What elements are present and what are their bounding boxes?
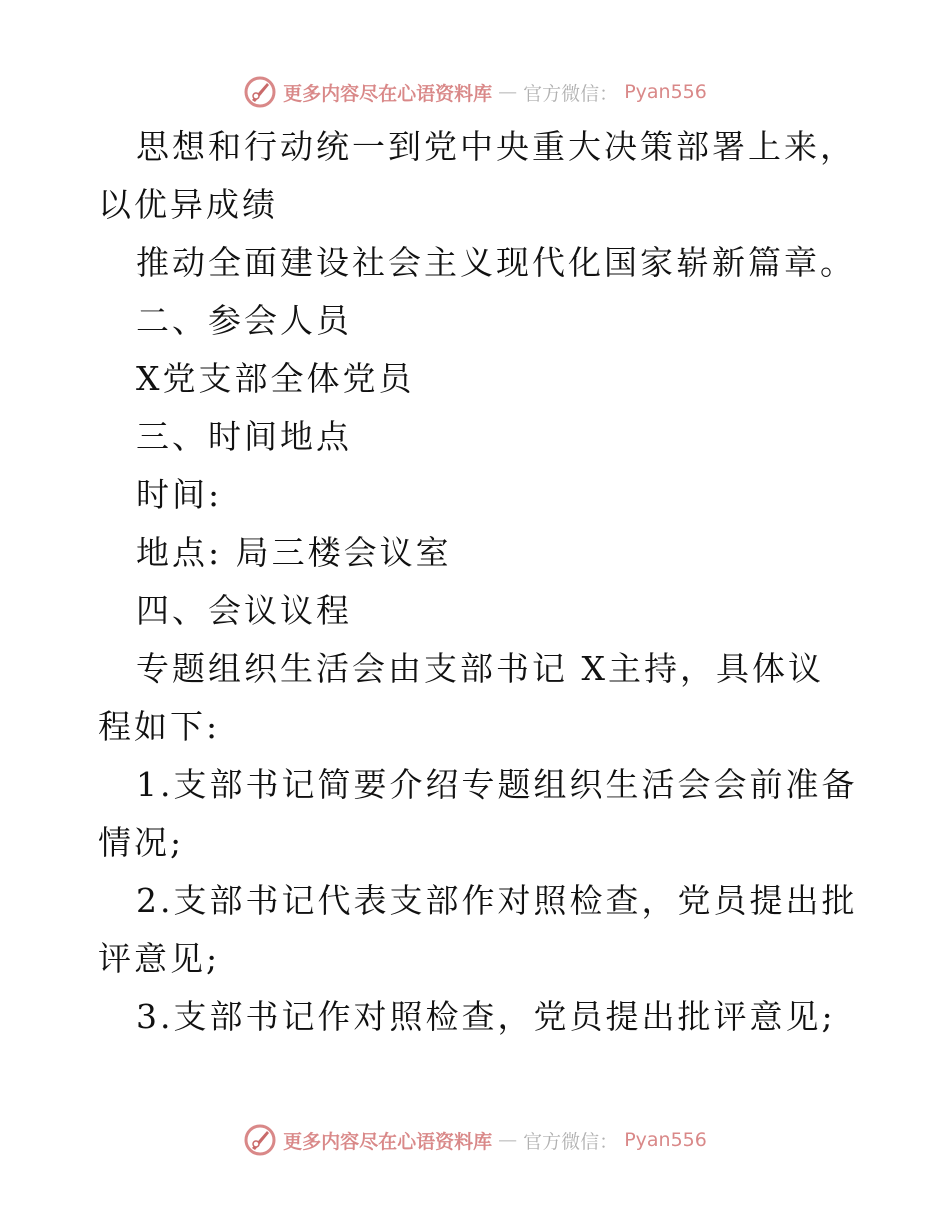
document-body <box>98 118 858 1046</box>
watermark-dash: — <box>498 81 518 103</box>
watermark-wechat-id: Pyan556 <box>624 1129 707 1151</box>
quill-logo-icon <box>243 75 277 109</box>
watermark-text: 更多内容尽在心语资料库 <box>283 1130 493 1153</box>
quill-logo-icon <box>243 1123 277 1157</box>
section-heading: 二、参会人员 <box>136 301 352 340</box>
section-heading: 三、时间地点 <box>136 417 352 456</box>
paragraph: 专题组织生活会由支部书记 X主持，具体议程如下: <box>98 649 824 746</box>
paragraph: X党支部全体党员 <box>136 359 415 398</box>
list-item: 1.支部书记简要介绍专题组织生活会会前准备情况; <box>98 765 858 862</box>
list-item: 2.支部书记代表支部作对照检查，党员提出批评意见; <box>98 881 858 978</box>
footer-watermark <box>0 1120 950 1160</box>
list-item: 3.支部书记作对照检查，党员提出批评意见; <box>136 997 836 1036</box>
watermark-text: 更多内容尽在心语资料库 <box>283 82 493 105</box>
watermark-wechat-label: 官方微信： <box>523 82 619 105</box>
watermark-dash: — <box>498 1129 518 1151</box>
paragraph: 时间: <box>136 475 223 514</box>
watermark-wechat-label: 官方微信： <box>523 1130 619 1153</box>
header-watermark <box>0 72 950 112</box>
paragraph: 思想和行动统一到党中央重大决策部署上来，以优异成绩 <box>98 127 856 224</box>
paragraph: 推动全面建设社会主义现代化国家崭新篇章。 <box>136 243 856 282</box>
paragraph: 地点: 局三楼会议室 <box>136 533 452 572</box>
watermark-wechat-id: Pyan556 <box>624 81 707 103</box>
section-heading: 四、会议议程 <box>136 591 352 630</box>
